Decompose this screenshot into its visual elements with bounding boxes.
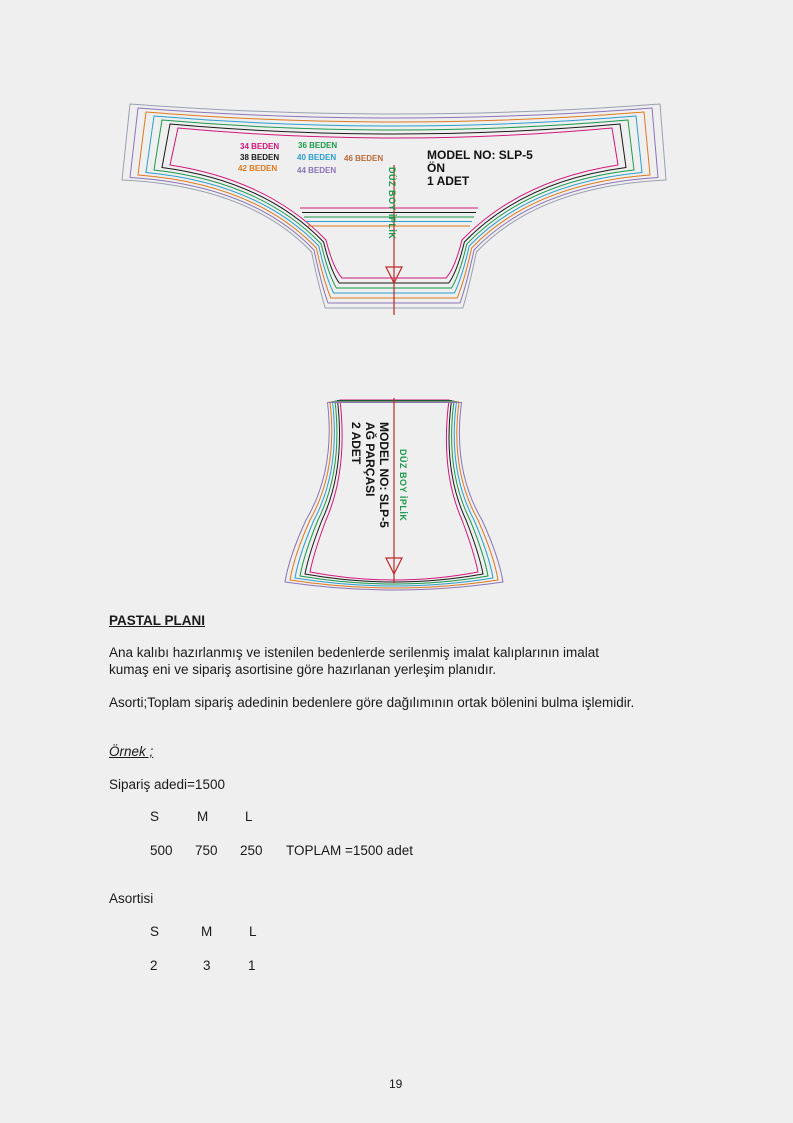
page-number: 19 <box>389 1077 403 1091</box>
order-header-s: S <box>150 809 160 824</box>
crotch-piece-count: 2 ADET <box>349 422 363 465</box>
crotch-piece-name: AĞ PARÇASI <box>363 422 377 497</box>
size-label-36: 36 BEDEN <box>298 141 338 150</box>
crotch-model-number: MODEL NO: SLP-5 <box>377 422 391 528</box>
front-model-label <box>427 149 533 188</box>
order-quantity: Sipariş adedi=1500 <box>109 777 225 792</box>
assort-header-l: L <box>249 924 257 939</box>
assort-value-m: 3 <box>203 958 211 973</box>
crotch-grain-label: DÜZ BOY İPLİK <box>398 449 408 522</box>
size-label-46: 46 BEDEN <box>344 154 384 163</box>
size-label-42: 42 BEDEN <box>238 164 278 173</box>
section-heading: PASTAL PLANI <box>109 613 206 628</box>
assortment-label: Asortisi <box>109 891 154 906</box>
assort-value-s: 2 <box>150 958 158 973</box>
order-total: TOPLAM =1500 adet <box>286 843 413 858</box>
assort-header-s: S <box>150 924 160 939</box>
size-label-44: 44 BEDEN <box>297 166 337 175</box>
front-piece-name: ÖN <box>427 161 445 175</box>
front-grain-label: DÜZ BOY İPLİK <box>387 167 397 240</box>
order-header-m: M <box>197 809 209 824</box>
size-label-40: 40 BEDEN <box>297 153 337 162</box>
crotch-model-label <box>349 422 391 528</box>
order-header-l: L <box>245 809 253 824</box>
order-value-m: 750 <box>195 843 218 858</box>
assort-header-m: M <box>201 924 213 939</box>
paragraph-2: Asorti;Toplam sipariş adedinin bedenlere göre dağılımının ortak bölenini bulma işlemidir. <box>109 695 635 710</box>
order-value-l: 250 <box>240 843 263 858</box>
example-label: Örnek ; <box>109 744 154 759</box>
paragraph-1-line-2: kumaş eni ve sipariş asortisine göre hazırlanan yerleşim planıdır. <box>109 662 497 677</box>
size-label-38: 38 BEDEN <box>240 153 280 162</box>
front-piece-count: 1 ADET <box>427 174 470 188</box>
front-model-number: MODEL NO: SLP-5 <box>427 148 533 162</box>
paragraph-1-line-1: Ana kalıbı hazırlanmış ve istenilen bedenlerde serilenmiş imalat kalıplarının imalat <box>109 645 599 660</box>
size-label-34: 34 BEDEN <box>240 142 280 151</box>
assort-value-l: 1 <box>248 958 256 973</box>
order-value-s: 500 <box>150 843 173 858</box>
